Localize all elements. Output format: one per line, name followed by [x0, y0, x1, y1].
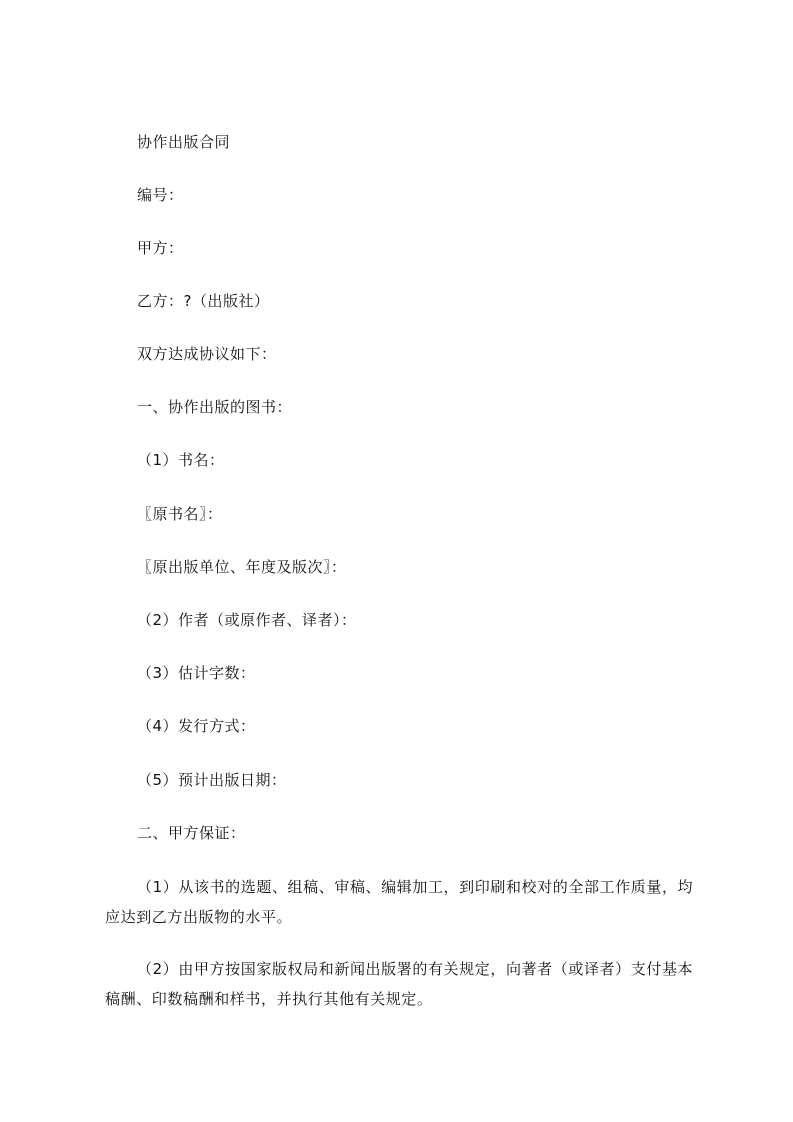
party-b-line: 乙方：?（出版社） [137, 292, 270, 310]
agreement-intro: 双方达成协议如下： [137, 345, 277, 363]
clause-text: （2）由甲方按国家版权局和新闻出版署的有关规定，向著者（或译者）支付基本稿酬、印数稿酬和样书，并执行其他有关规定。 [105, 960, 694, 1008]
original-title-line: 〖原书名〗： [137, 505, 223, 523]
clause-paragraph [105, 954, 705, 1014]
clause-paragraph [105, 872, 705, 932]
contract-number-line: 编号： [137, 186, 184, 204]
distribution-line: （4）发行方式： [137, 717, 256, 735]
publication-date-line: （5）预计出版日期： [137, 771, 287, 789]
word-count-line: （3）估计字数： [137, 664, 256, 682]
party-a-line: 甲方： [137, 239, 184, 257]
clause-text: （1）从该书的选题、组稿、审稿、编辑加工，到印刷和校对的全部工作质量，均应达到乙方出版物的水平。 [105, 878, 694, 926]
document-title: 协作出版合同 [137, 133, 231, 151]
section-heading-2: 二、甲方保证： [137, 824, 246, 842]
book-title-line: （1）书名： [137, 451, 225, 469]
original-publisher-line: 〖原出版单位、年度及版次〗： [137, 558, 347, 576]
author-line: （2）作者（或原作者、译者）： [137, 611, 357, 629]
section-heading-1: 一、协作出版的图书： [137, 398, 293, 416]
